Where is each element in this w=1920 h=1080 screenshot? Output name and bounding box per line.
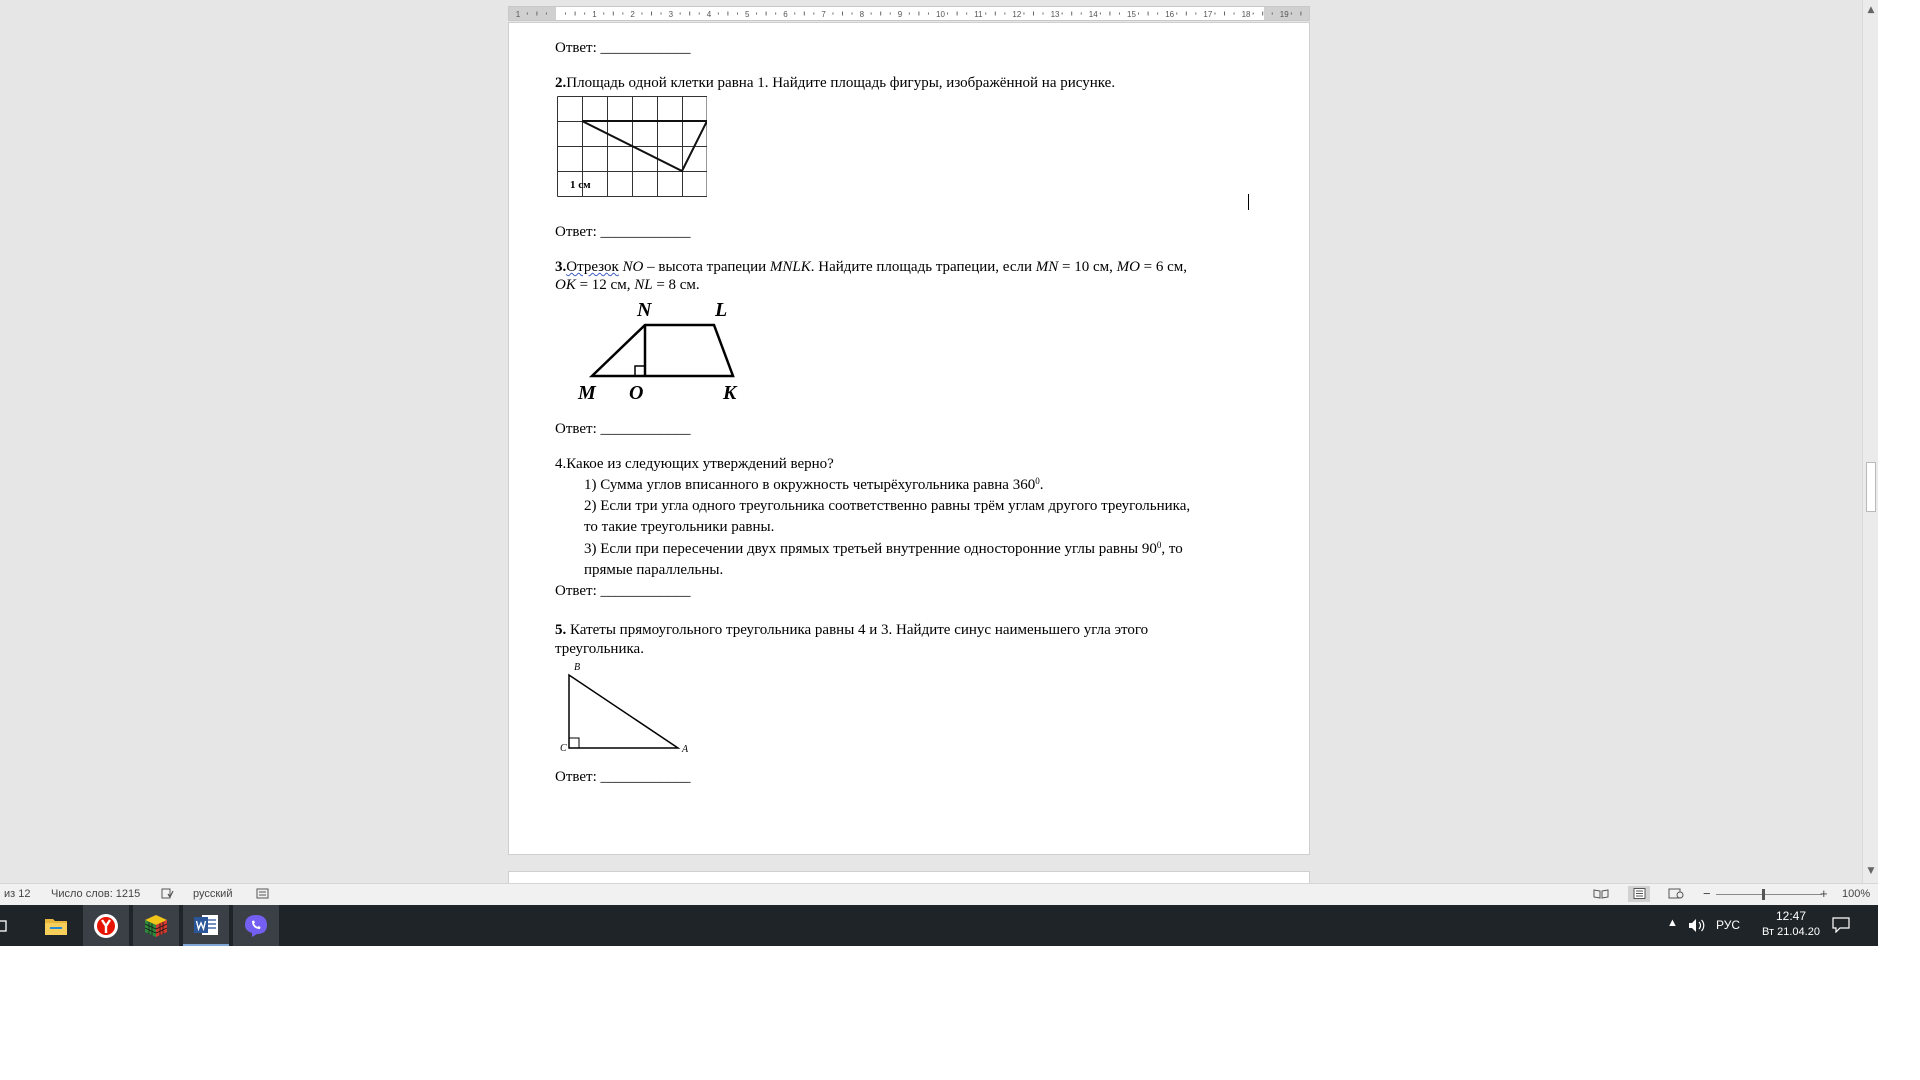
ruler-number: 2 bbox=[630, 10, 635, 19]
taskbar-cube-app[interactable] bbox=[133, 905, 179, 946]
ruler-number: 15 bbox=[1127, 10, 1136, 19]
label-K: K bbox=[723, 382, 737, 404]
rubiks-cube-icon bbox=[143, 913, 169, 939]
grid-scale-label: 1 см bbox=[570, 179, 591, 191]
label-N: N bbox=[637, 299, 652, 321]
word-count[interactable]: Число слов: 1215 bbox=[51, 888, 141, 900]
document-language[interactable]: русский bbox=[193, 888, 233, 900]
ruler-number: 6 bbox=[783, 10, 788, 19]
label-A: A bbox=[682, 744, 689, 755]
ruler-number: 17 bbox=[1203, 10, 1213, 19]
trapezoid-figure bbox=[557, 294, 757, 404]
scroll-down-arrow-icon[interactable]: ▼ bbox=[1867, 866, 1875, 876]
question-4-intro: 4.Какое из следующих утверждений верно? bbox=[555, 456, 834, 472]
answer-line-q4: Ответ: ____________ bbox=[555, 583, 691, 599]
question-2-text: Площадь одной клетки равна 1. Найдите площадь фигуры, изображённой на рисунке. bbox=[566, 75, 1116, 91]
ruler-number: 5 bbox=[745, 10, 750, 19]
folder-icon bbox=[44, 916, 68, 936]
scroll-up-arrow-icon[interactable]: ▲ bbox=[1867, 5, 1875, 15]
answer-line-q3: Ответ: ____________ bbox=[555, 421, 691, 437]
document-page-next[interactable] bbox=[508, 871, 1310, 883]
text-cursor bbox=[1248, 194, 1249, 210]
show-hidden-icons-icon[interactable]: ▲ bbox=[1667, 917, 1678, 929]
ruler-number: 12 bbox=[1012, 10, 1022, 19]
web-layout-icon[interactable] bbox=[1668, 888, 1684, 899]
answer-line-q2: Ответ: ____________ bbox=[555, 224, 691, 240]
clock-date[interactable]: Вт 21.04.20 bbox=[1762, 926, 1820, 938]
task-view-icon bbox=[0, 919, 8, 933]
question-3-line2: OK = 12 см, NL = 8 см. bbox=[555, 277, 700, 293]
label-L: L bbox=[715, 299, 728, 321]
right-angle-mark-C bbox=[569, 738, 579, 748]
label-O: O bbox=[629, 382, 644, 404]
notification-center-icon[interactable] bbox=[1832, 917, 1850, 933]
vertical-scrollbar[interactable] bbox=[1862, 0, 1878, 883]
trapezoid-shape bbox=[592, 325, 733, 376]
status-bar bbox=[0, 883, 1878, 905]
question-2-number: 2. bbox=[555, 75, 567, 91]
macro-recording-icon[interactable] bbox=[256, 888, 269, 899]
horizontal-ruler[interactable] bbox=[508, 6, 1310, 21]
question-5-line2: треугольника. bbox=[555, 641, 644, 657]
ruler-number: 3 bbox=[668, 10, 674, 19]
question-3-line1: 3.Отрезок NO – высота трапеции MNLK. Найдите площадь трапеции, если MN = 10 см, MO = 6 см, bbox=[555, 259, 1188, 275]
zoom-slider[interactable] bbox=[1716, 894, 1822, 895]
label-M: M bbox=[578, 382, 596, 404]
clock-time[interactable]: 12:47 bbox=[1775, 909, 1807, 923]
taskbar bbox=[0, 905, 1878, 946]
ruler-number: 19 bbox=[1279, 10, 1289, 19]
right-triangle bbox=[569, 675, 678, 748]
ruler-number: 8 bbox=[859, 10, 865, 19]
ruler-number: 11 bbox=[974, 10, 983, 19]
scrollbar-thumb[interactable] bbox=[1866, 462, 1876, 512]
question-2 bbox=[555, 74, 1115, 92]
question-4-item-3-line2: прямые параллельны. bbox=[584, 562, 724, 578]
input-language[interactable]: РУС bbox=[1716, 918, 1741, 932]
ruler-number: 1 bbox=[515, 10, 521, 19]
taskbar-word[interactable] bbox=[183, 905, 229, 946]
viber-icon bbox=[243, 913, 269, 939]
label-B: B bbox=[574, 662, 581, 673]
yandex-browser-icon bbox=[93, 913, 119, 939]
zoom-level[interactable]: 100% bbox=[1842, 888, 1871, 900]
ruler-number: 10 bbox=[936, 10, 945, 19]
right-angle-mark bbox=[635, 366, 645, 376]
ruler-number: 18 bbox=[1241, 10, 1251, 19]
ruler-number: 13 bbox=[1050, 10, 1060, 19]
proofing-icon[interactable] bbox=[161, 888, 174, 899]
zoom-out-button[interactable]: − bbox=[1703, 886, 1711, 901]
answer-line-q1: Ответ: ____________ bbox=[555, 40, 691, 56]
question-4-item-1: 1) Сумма углов вписанного в окружность четырёхугольника равна $360^0$. bbox=[584, 476, 1044, 493]
spellcheck-word[interactable]: Отрезок bbox=[566, 259, 619, 275]
word-icon bbox=[193, 913, 219, 937]
ruler-number: 1 bbox=[592, 10, 597, 19]
ruler-number: 4 bbox=[706, 10, 712, 19]
taskbar-viber[interactable] bbox=[233, 905, 279, 946]
ruler-number: 7 bbox=[821, 10, 826, 19]
question-5-line1: 5. Катеты прямоугольного треугольника равны 4 и 3. Найдите синус наименьшего угла этого bbox=[555, 622, 1149, 638]
ruler-number: 9 bbox=[897, 10, 903, 19]
question-4-item-2-line1: 2) Если три угла одного треугольника соответственно равны трём углам другого треугольника, bbox=[584, 498, 1191, 514]
ruler-number: 14 bbox=[1088, 10, 1098, 19]
right-triangle-figure bbox=[557, 660, 697, 755]
grid-figure bbox=[557, 96, 707, 202]
question-5-number: 5. bbox=[555, 622, 567, 638]
task-view-button[interactable] bbox=[0, 905, 18, 946]
print-layout-icon[interactable] bbox=[1632, 888, 1647, 899]
read-mode-icon[interactable] bbox=[1593, 888, 1609, 899]
volume-icon[interactable] bbox=[1688, 918, 1706, 933]
zoom-slider-thumb[interactable] bbox=[1762, 889, 1765, 900]
page-count[interactable]: из 12 bbox=[4, 888, 31, 900]
ruler-ticks bbox=[509, 7, 1311, 20]
taskbar-file-explorer[interactable] bbox=[33, 905, 79, 946]
question-4-item-2-line2: то такие треугольники равны. bbox=[584, 519, 775, 535]
label-C: C bbox=[560, 743, 567, 754]
ruler-number: 16 bbox=[1165, 10, 1175, 19]
document-page[interactable] bbox=[508, 22, 1310, 855]
zoom-in-button[interactable]: + bbox=[1820, 886, 1828, 901]
taskbar-yandex-browser[interactable] bbox=[83, 905, 129, 946]
answer-line-q5: Ответ: ____________ bbox=[555, 769, 691, 785]
question-3-number: 3. bbox=[555, 259, 567, 275]
question-4-item-3: 3) Если при пересечении двух прямых третьей внутренние односторонние углы равны $90^0$, то bbox=[584, 540, 1183, 557]
